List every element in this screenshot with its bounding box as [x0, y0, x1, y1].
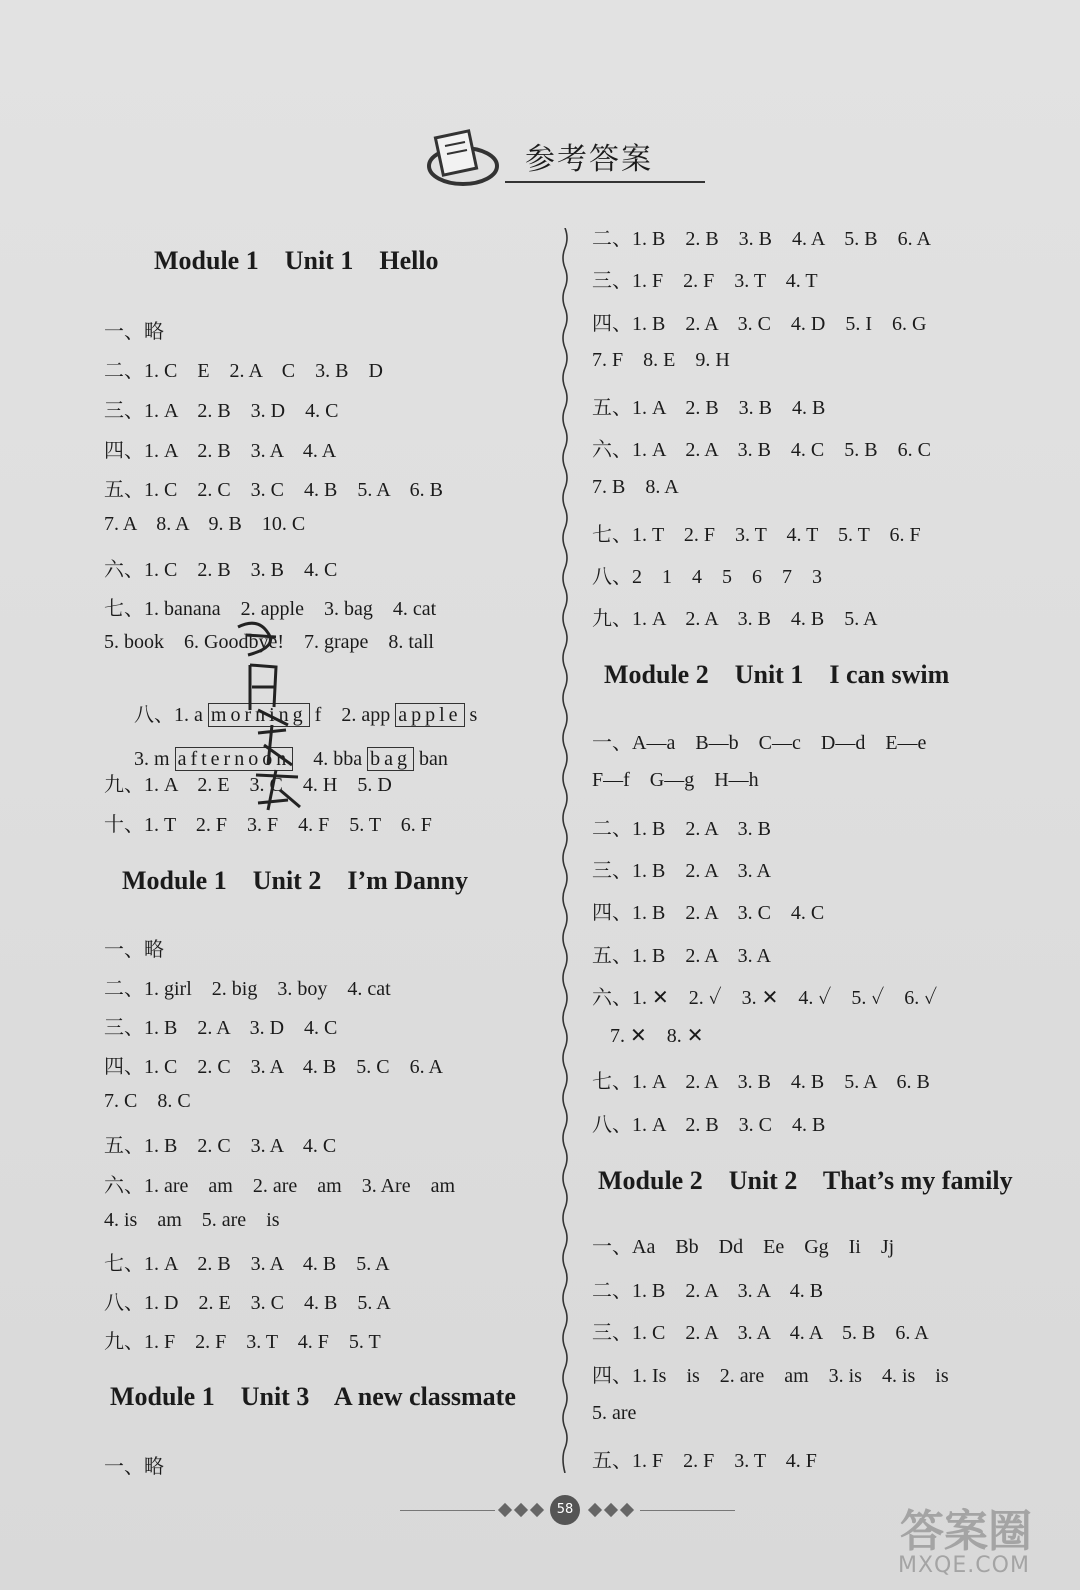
answer-line: 一、略: [104, 321, 164, 343]
answer-line: 7. B 8. A: [592, 476, 679, 498]
answer-line: 八、1. D 2. E 3. C 4. B 5. A: [104, 1292, 391, 1314]
page-header: [425, 128, 705, 190]
answer-line: 7. A 8. A 9. B 10. C: [104, 513, 306, 535]
answer-text: f 2. app: [309, 704, 396, 726]
answer-line: 7. C 8. C: [104, 1090, 191, 1112]
answer-line: 五、1. B 2. C 3. A 4. C: [104, 1135, 337, 1157]
diamond-icon: [620, 1503, 634, 1517]
diamond-icon: [514, 1503, 528, 1517]
answer-line: 九、1. A 2. E 3. C 4. H 5. D: [104, 774, 392, 796]
section-heading: Module 1 Unit 2 I’m Danny: [122, 866, 468, 895]
diamond-icon: [498, 1503, 512, 1517]
answer-line: 7. ✕ 8. ✕: [610, 1025, 704, 1047]
answer-line: 五、1. C 2. C 3. C 4. B 5. A 6. B: [104, 479, 443, 501]
answer-line: 八、2 1 4 5 6 7 3: [592, 566, 822, 588]
answer-line: 四、1. C 2. C 3. A 4. B 5. C 6. A: [104, 1056, 443, 1078]
answer-text: 八、1. a: [134, 704, 208, 726]
section-heading: Module 2 Unit 2 That’s my family: [598, 1166, 1013, 1195]
answer-line: 六、1. ✕ 2. ✓ 3. ✕ 4. ✓ 5. ✓ 6. ✓: [592, 987, 938, 1009]
answer-line: 九、1. F 2. F 3. T 4. F 5. T: [104, 1331, 381, 1353]
answer-line: 一、略: [104, 1456, 164, 1478]
answer-line: 一、A—a B—b C—c D—d E—e: [592, 732, 927, 754]
diamond-icon: [530, 1503, 544, 1517]
answer-line: 二、1. girl 2. big 3. boy 4. cat: [104, 978, 391, 1000]
answer-line: 三、1. B 2. A 3. D 4. C: [104, 1017, 338, 1039]
answer-line: 六、1. A 2. A 3. B 4. C 5. B 6. C: [592, 439, 931, 461]
answer-line: 二、1. C E 2. A C 3. B D: [104, 360, 383, 382]
answer-line: 三、1. F 2. F 3. T 4. T: [592, 270, 818, 292]
answer-line: 二、1. B 2. A 3. B: [592, 818, 771, 840]
answer-line: 七、1. A 2. A 3. B 4. B 5. A 6. B: [592, 1071, 930, 1093]
answer-line: 五、1. A 2. B 3. B 4. B: [592, 397, 826, 419]
watermark-logo-text: 答案圈: [900, 1506, 1032, 1557]
boxed-word: afternoon: [175, 747, 294, 771]
answer-text: ban: [413, 748, 448, 770]
answer-text: 4. bba: [293, 748, 368, 770]
title-underline: [505, 181, 705, 183]
answer-line: 二、1. B 2. A 3. A 4. B: [592, 1280, 824, 1302]
answer-line: 四、1. Is is 2. are am 3. is 4. is is: [592, 1365, 949, 1387]
footer-rule: [400, 1510, 495, 1511]
site-watermark: [880, 1495, 1070, 1585]
answer-line: 九、1. A 2. A 3. B 4. B 5. A: [592, 608, 878, 630]
handwriting-scribble: [228, 615, 318, 815]
answer-text: 3. m: [134, 748, 175, 770]
answer-line: 二、1. B 2. B 3. B 4. A 5. B 6. A: [592, 228, 931, 250]
answer-line: 六、1. C 2. B 3. B 4. C: [104, 559, 338, 581]
section-heading: Module 1 Unit 1 Hello: [154, 246, 439, 275]
answer-line: 七、1. T 2. F 3. T 4. T 5. T 6. F: [592, 524, 921, 546]
answer-line: 5. book 6. Goodbye! 7. grape 8. tall: [104, 631, 434, 653]
answer-line: 7. F 8. E 9. H: [592, 349, 730, 371]
answer-line: 一、Aa Bb Dd Ee Gg Ii Jj: [592, 1236, 895, 1258]
column-divider: [560, 228, 570, 1473]
answer-line: 四、1. B 2. A 3. C 4. D 5. I 6. G: [592, 313, 927, 335]
answer-text: s: [464, 704, 478, 726]
diamond-icon: [588, 1503, 602, 1517]
section-heading: Module 1 Unit 3 A new classmate: [110, 1382, 516, 1411]
answer-line: 八、1. A 2. B 3. C 4. B: [592, 1114, 826, 1136]
answer-line: 一、略: [104, 939, 164, 961]
footer-rule: [640, 1510, 735, 1511]
boxed-word: apple: [395, 703, 464, 727]
answer-line: 五、1. F 2. F 3. T 4. F: [592, 1450, 817, 1472]
answer-line: 五、1. B 2. A 3. A: [592, 945, 771, 967]
answer-line: 四、1. B 2. A 3. C 4. C: [592, 902, 825, 924]
answer-line: 十、1. T 2. F 3. F 4. F 5. T 6. F: [104, 814, 432, 836]
answer-line: 4. is am 5. are is: [104, 1209, 280, 1231]
answer-line: 四、1. A 2. B 3. A 4. A: [104, 440, 337, 462]
boxed-word: morning: [208, 703, 310, 727]
answer-line: 七、1. banana 2. apple 3. bag 4. cat: [104, 598, 437, 620]
page-number: 58: [550, 1495, 580, 1525]
book-logo-icon: [425, 128, 505, 188]
section-heading: Module 2 Unit 1 I can swim: [604, 660, 950, 689]
answer-line: 三、1. B 2. A 3. A: [592, 860, 771, 882]
answer-line: F—f G—g H—h: [592, 769, 759, 791]
answer-line: 六、1. are am 2. are am 3. Are am: [104, 1175, 456, 1197]
answer-line: 三、1. A 2. B 3. D 4. C: [104, 400, 339, 422]
diamond-icon: [604, 1503, 618, 1517]
answer-line: 七、1. A 2. B 3. A 4. B 5. A: [104, 1253, 390, 1275]
answer-line: 三、1. C 2. A 3. A 4. A 5. B 6. A: [592, 1322, 929, 1344]
answer-line: 5. are: [592, 1402, 637, 1424]
page-title: 参考答案: [525, 142, 653, 177]
boxed-word: bag: [367, 747, 414, 771]
page-footer: [400, 1490, 740, 1530]
watermark-url: MXQE.COM: [898, 1553, 1030, 1578]
